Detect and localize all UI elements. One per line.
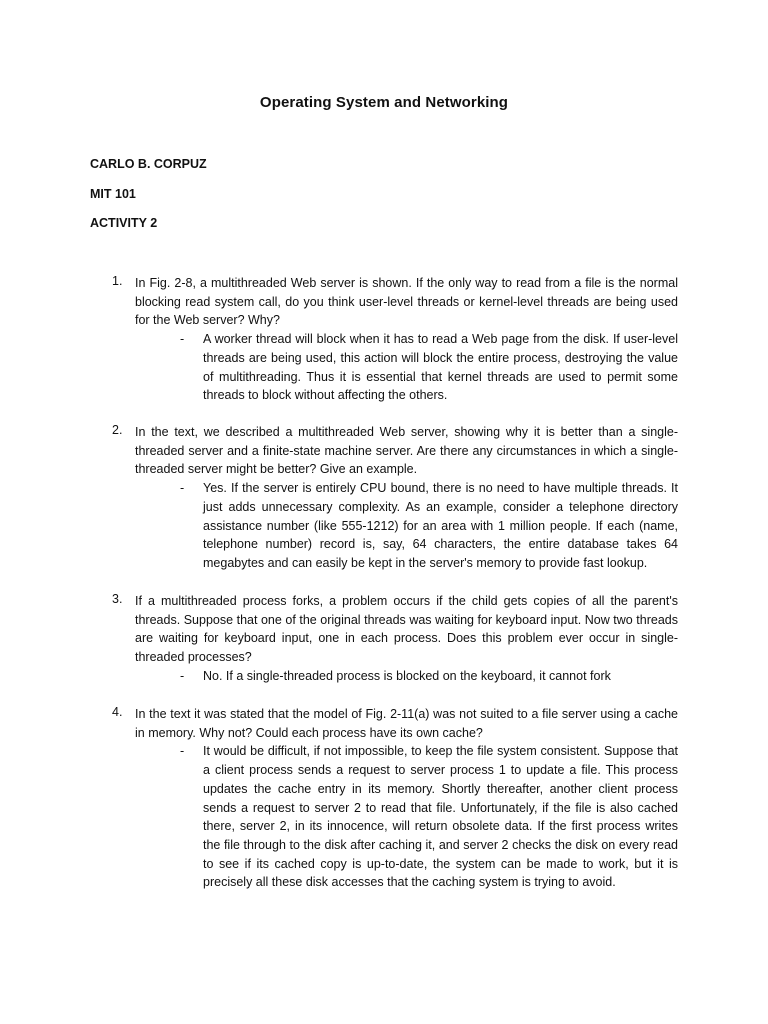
answer-item [180, 667, 678, 686]
question-number: 2. [112, 423, 123, 437]
answer-text: No. If a single-threaded process is blocked on the keyboard, it cannot fork [203, 668, 611, 683]
question-text: In Fig. 2-8, a multithreaded Web server is shown. If the only way to read from a file is the normal blocking read system call, do you think user-level threads or kernel-level threads are being used for the Web server? Why? [135, 276, 678, 328]
answer-bullet: - [180, 332, 185, 347]
question-number: 3. [112, 592, 123, 606]
question-item [112, 423, 678, 573]
question-number: 1. [112, 274, 123, 288]
question-item [112, 274, 678, 405]
answer-item [180, 479, 678, 573]
author-name: CARLO B. CORPUZ [90, 157, 207, 171]
question-item [112, 705, 678, 892]
course-code: MIT 101 [90, 187, 136, 201]
question-text: In the text it was stated that the model of Fig. 2-11(a) was not suited to a file server using a cache in memory. Why not? Could each process have its own cache? [135, 707, 678, 740]
question-text: In the text, we described a multithreaded Web server, showing why it is better than a single-threaded server and a finite-state machine server. Are there any circumstances in which a single-threaded server might be better? Give an example. [135, 425, 678, 477]
question-number: 4. [112, 705, 123, 719]
answer-bullet: - [180, 481, 185, 496]
document-title: Operating System and Networking [259, 94, 509, 111]
question-item [112, 592, 678, 686]
answer-text: A worker thread will block when it has to read a Web page from the disk. If user-level threads are being used, this action will block the entire process, destroying the value of multithreading. Thus it is essential that kernel threads are used to permit some threads to block without affecting the others. [203, 332, 678, 403]
answer-bullet: - [180, 744, 185, 759]
answer-bullet: - [180, 668, 185, 683]
answer-item [180, 330, 678, 405]
answer-text: Yes. If the server is entirely CPU bound, there is no need to have multiple threads. It just adds unnecessary complexity. As an example, consider a telephone directory assistance number (like 555-1212) for an area with 1 million people. If each (name, telephone number) record is, say, 64 characters, the entire database takes 64 megabytes and can easily be kept in the server's memory to provide fast lookup. [203, 481, 678, 570]
answer-text: It would be difficult, if not impossible, to keep the file system consistent. Suppose that a client process sends a request to server process 1 to update a file. This process updates the cache entry in its memory. Shortly thereafter, another client process sends a request to server 2 to read that file. Unfortunately, if the file is also cached there, server 2, in its innocence, will return obsolete data. If the first process writes the file through to the disk after caching it, and server 2 checks the disk on every read to see if its cached copy is up-to-date, the system can be made to work, but it is precisely all these disk accesses that the caching system is trying to avoid. [203, 744, 678, 890]
activity-label: ACTIVITY 2 [90, 216, 158, 230]
answer-item [180, 742, 678, 892]
question-text: If a multithreaded process forks, a problem occurs if the child gets copies of all the parent's threads. Suppose that one of the original threads was waiting for keyboard input. Now two threads are waiting for keyboard input, one in each process. Does this problem ever occur in single-threaded processes? [135, 594, 678, 665]
